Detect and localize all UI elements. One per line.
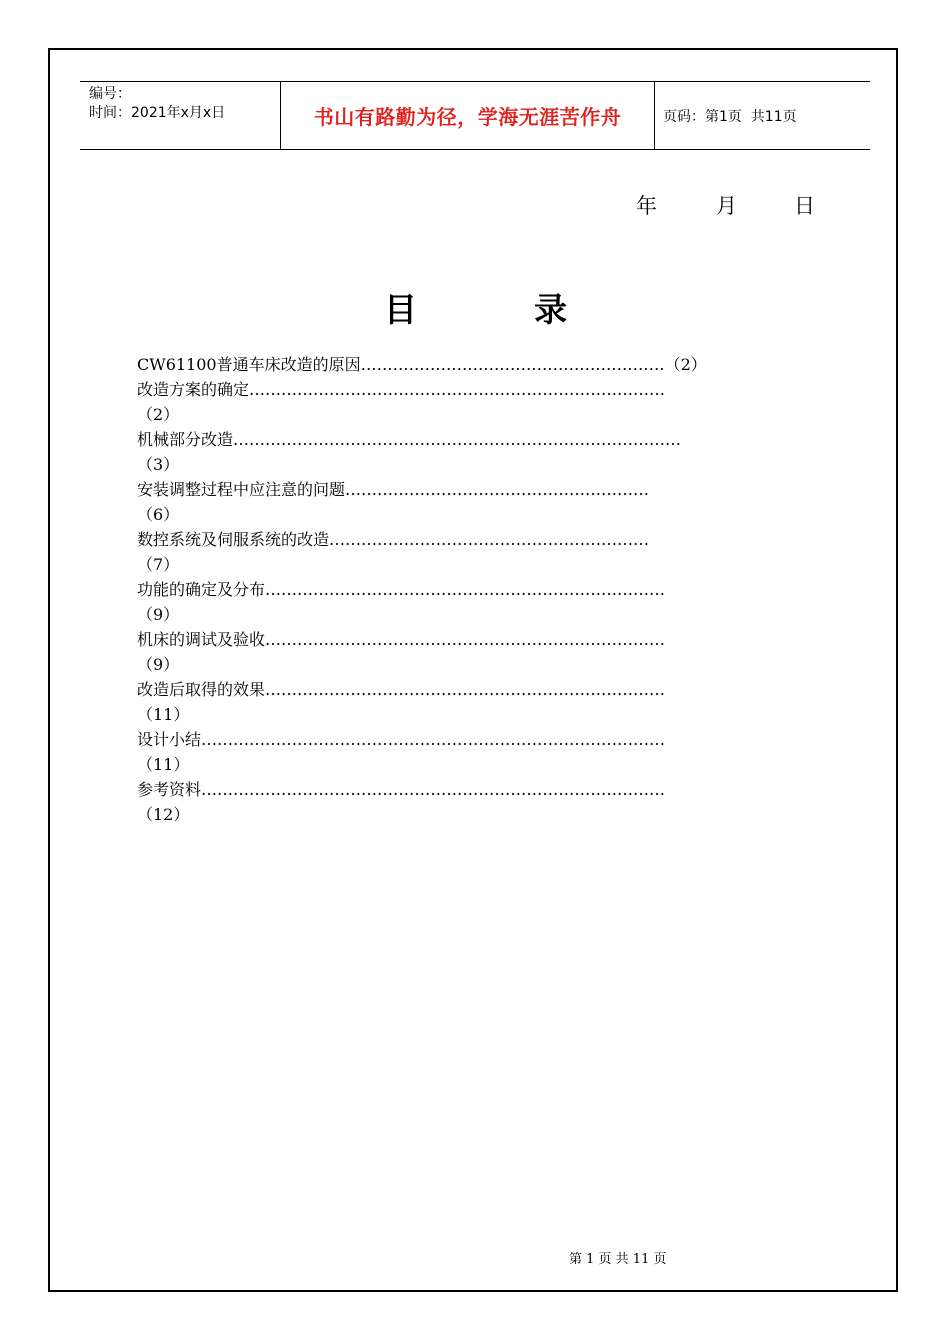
- toc-entry-page: （12）: [137, 805, 190, 824]
- page-info: 页码：第1页 共11页: [663, 108, 797, 125]
- motto-text: 书山有路勤为径，学海无涯苦作舟: [313, 105, 622, 129]
- toc-entry-text: 机械部分改造…………………………………………………………………………: [137, 430, 682, 449]
- serial-label: 编号：: [89, 86, 131, 102]
- toc-entry[interactable]: [137, 352, 817, 377]
- toc-entry-page: （9）: [137, 605, 180, 624]
- toc-title-part2: 录: [534, 290, 567, 329]
- header-motto-cell: [281, 82, 655, 149]
- toc-entry[interactable]: [137, 427, 817, 477]
- time-label: 时间：2021年x月x日: [89, 105, 226, 121]
- toc-title: [384, 284, 567, 331]
- toc-entry-text: 数控系统及伺服系统的改造……………………………………………………: [137, 530, 650, 549]
- date-day: 日: [794, 194, 815, 218]
- toc-entry[interactable]: [137, 477, 817, 527]
- date-month: 月: [716, 194, 737, 218]
- toc-entry[interactable]: [137, 627, 817, 677]
- toc-entry[interactable]: [137, 577, 817, 627]
- header-table: [80, 81, 870, 150]
- toc-entry-page: （11）: [137, 705, 190, 724]
- toc-entry-page: （2）: [137, 405, 180, 424]
- toc-entry-text: 改造后取得的效果…………………………………………………………………: [137, 680, 666, 699]
- toc-entry-page: （3）: [137, 455, 180, 474]
- toc-entry-text: CW61100普通车床改造的原因…………………………………………………（2）: [137, 355, 707, 374]
- header-left-cell: [80, 82, 281, 149]
- toc-entry[interactable]: [137, 727, 817, 777]
- toc-title-part1: 目: [384, 290, 417, 329]
- toc-entry-page: （7）: [137, 555, 180, 574]
- toc-entry[interactable]: [137, 377, 817, 427]
- toc-entry-page: （11）: [137, 755, 190, 774]
- toc-entry-text: 设计小结……………………………………………………………………………: [137, 730, 666, 749]
- toc-entry-text: 改造方案的确定……………………………………………………………………: [137, 380, 666, 399]
- page-footer: 第 1 页 共 11 页: [569, 1252, 667, 1267]
- date-line: [636, 190, 815, 220]
- toc-entry-text: 安装调整过程中应注意的问题…………………………………………………: [137, 480, 650, 499]
- toc-entry-text: 功能的确定及分布…………………………………………………………………: [137, 580, 666, 599]
- date-year: 年: [636, 194, 657, 218]
- toc-entry[interactable]: [137, 527, 817, 577]
- toc-entry-text: 参考资料……………………………………………………………………………: [137, 780, 666, 799]
- toc-entry-page: （6）: [137, 505, 180, 524]
- toc-entry-text: 机床的调试及验收…………………………………………………………………: [137, 630, 666, 649]
- table-of-contents: [137, 352, 817, 827]
- toc-entry[interactable]: [137, 777, 817, 827]
- toc-entry-page: （9）: [137, 655, 180, 674]
- toc-entry[interactable]: [137, 677, 817, 727]
- header-page-cell: [655, 82, 870, 149]
